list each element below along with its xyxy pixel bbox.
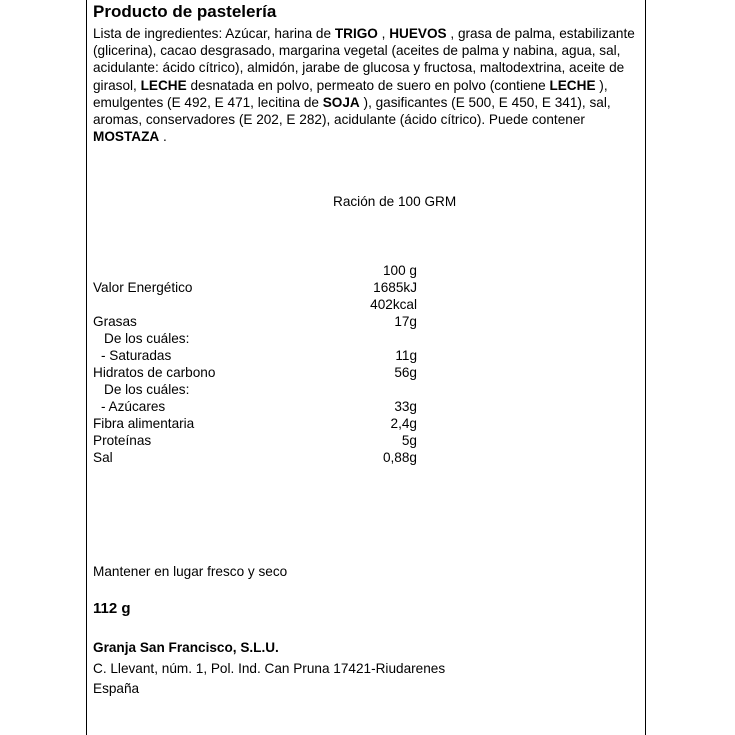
ingredient-text: . xyxy=(159,129,167,145)
nutrition-header-row xyxy=(0,263,735,280)
allergen-text: TRIGO xyxy=(334,26,378,41)
nutrition-label: Valor Energético xyxy=(93,280,193,295)
allergen-text: LECHE xyxy=(549,77,596,93)
nutrition-row xyxy=(0,331,735,348)
product-title: Producto de pastelería xyxy=(93,2,277,21)
nutrition-value: 2,4g xyxy=(390,416,417,431)
allergen-text: HUEVOS xyxy=(389,26,447,41)
ingredient-text: ), emulgentes (E 492, E 471, lecitina de xyxy=(93,77,608,110)
ingredients-list xyxy=(93,25,641,145)
ingredient-text: , grasa de palma, estabilizante (glicerina), cacao desgrasado, margarina vegetal (aceites de palma y nabina, agua, sal, acidulante: ácido cítrico), almidón, jarabe de glucosa y fructosa, maltodextrina, aceite de girasol, xyxy=(93,26,635,93)
nutrition-label: Hidratos de carbono xyxy=(93,365,216,380)
ingredient-text: Lista de ingredientes: Azúcar, harina de xyxy=(93,26,335,41)
company-name: Granja San Francisco, S.L.U. xyxy=(93,640,279,655)
company-country: España xyxy=(93,681,140,696)
nutrition-row xyxy=(0,314,735,331)
nutrition-row xyxy=(0,450,735,467)
nutrition-value: 5g xyxy=(401,433,417,448)
nutrition-row xyxy=(0,416,735,433)
nutrition-row xyxy=(0,399,735,416)
nutrition-value: 0,88g xyxy=(382,450,417,465)
nutrition-label: - Saturadas xyxy=(101,348,172,363)
allergen-text: SOJA xyxy=(322,94,360,110)
net-weight: 112 g xyxy=(93,600,131,617)
nutrition-label: - Azúcares xyxy=(101,399,166,414)
ingredient-text: , xyxy=(377,26,390,41)
nutrition-value: 33g xyxy=(394,399,417,414)
nutrition-row xyxy=(0,365,735,382)
nutrition-label: Fibra alimentaria xyxy=(93,416,195,431)
nutrition-label: De los cuáles: xyxy=(104,382,190,397)
nutrition-row xyxy=(0,348,735,365)
nutrition-value: 402kcal xyxy=(370,297,417,312)
nutrition-row xyxy=(0,297,735,314)
nutrition-label: Sal xyxy=(93,450,113,465)
nutrition-value: 1685kJ xyxy=(373,280,417,295)
nutrition-column-header: 100 g xyxy=(382,263,417,278)
allergen-text: LECHE xyxy=(140,77,187,93)
allergen-text: MOSTAZA xyxy=(93,129,160,145)
nutrition-value: 11g xyxy=(395,348,417,363)
nutrition-value: 56g xyxy=(394,365,417,380)
nutrition-row xyxy=(0,280,735,297)
ingredient-text: desnatada en polvo, permeato de suero en polvo (contiene xyxy=(186,77,550,93)
nutrition-label: Proteínas xyxy=(93,433,152,448)
company-address: C. Llevant, núm. 1, Pol. Ind. Can Pruna 17421-Riudarenes xyxy=(93,661,446,676)
nutrition-row xyxy=(0,382,735,399)
nutrition-label: Grasas xyxy=(93,314,137,329)
nutrition-row xyxy=(0,433,735,450)
portion-label: Ración de 100 GRM xyxy=(333,194,457,209)
ingredient-text: ), gasificantes (E 500, E 450, E 341), sal, aromas, conservadores (E 202, E 282), acidulante (ácido cítrico). Puede contener xyxy=(93,94,611,128)
storage-instructions: Mantener en lugar fresco y seco xyxy=(93,564,288,579)
nutrition-value: 17g xyxy=(394,314,417,329)
nutrition-label: De los cuáles: xyxy=(104,331,190,346)
